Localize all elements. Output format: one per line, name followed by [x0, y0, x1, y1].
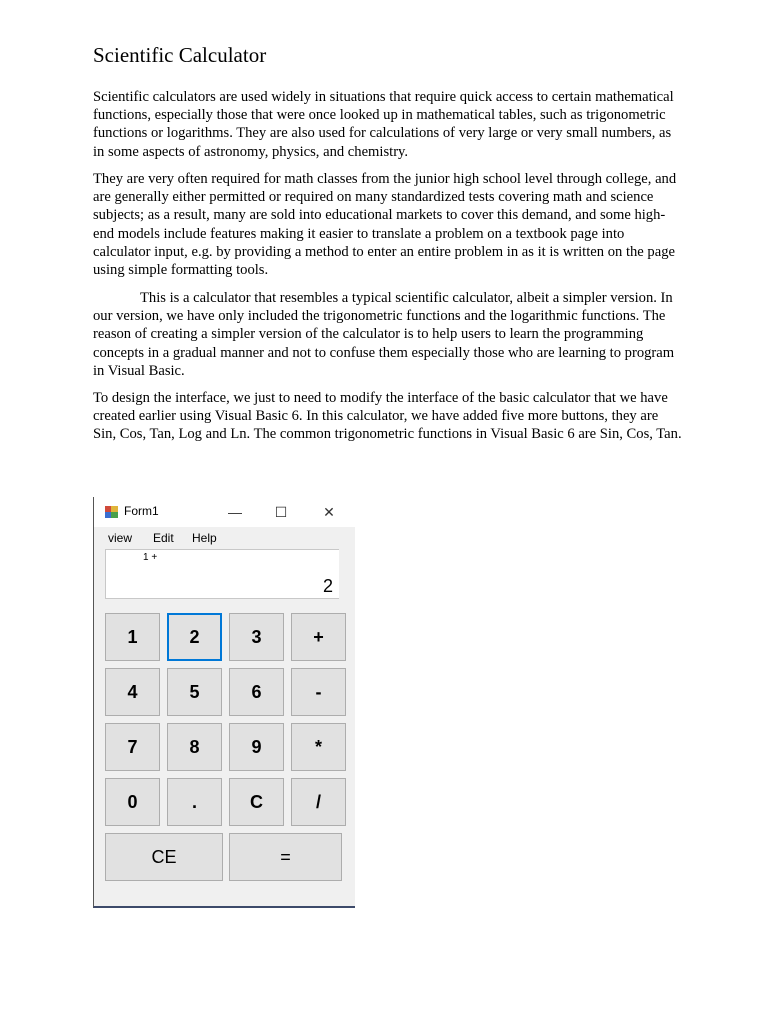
minimize-button[interactable]: —: [228, 504, 242, 520]
key-7[interactable]: 7: [105, 723, 160, 771]
menu-view[interactable]: view: [108, 531, 133, 545]
page-title: Scientific Calculator: [93, 43, 267, 67]
key-5[interactable]: 5: [167, 668, 222, 716]
form-app-icon: [105, 506, 118, 518]
key-6[interactable]: 6: [229, 668, 284, 716]
calculator-display: [105, 549, 339, 599]
paragraph-2: They are very often required for math classes from the junior high school level through college, and are generally either permitted or required on many standardized tests covering math and science subjects; as a result, many are sold into educational markets to cover this demand, and some high-end models include features making it easier to translate a problem on a textbook page into calculator input, e.g. by providing a method to enter an entire problem in as it is written on the page using simple formatting tools.: [93, 171, 677, 279]
title-bar[interactable]: [94, 497, 355, 527]
key-4[interactable]: 4: [105, 668, 160, 716]
menu-edit[interactable]: Edit: [153, 531, 174, 545]
key-dot[interactable]: .: [167, 778, 222, 826]
paragraph-4: To design the interface, we just to need to modify the interface of the basic calculator that we have created earlier using Visual Basic 6. In this calculator, we have added five more buttons, they are Sin, Cos, Tan, Log and Ln. The common trigonometric functions in Visual Basic 6 are Sin, Cos, Tan.: [93, 390, 682, 443]
key-1[interactable]: 1: [105, 613, 160, 661]
calculator-window: [93, 497, 355, 908]
key-minus[interactable]: -: [291, 668, 346, 716]
key-3[interactable]: 3: [229, 613, 284, 661]
expression-readout: 1 +: [143, 552, 158, 563]
key-clear[interactable]: C: [229, 778, 284, 826]
key-divide[interactable]: /: [291, 778, 346, 826]
window-title: Form1: [124, 504, 159, 518]
key-9[interactable]: 9: [229, 723, 284, 771]
paragraph-1: Scientific calculators are used widely in situations that require quick access to certain mathematical functions, especially those that were once looked up in mathematical tables, such as trigonometric functions or logarithms. They are also used for calculations of very large or very small numbers, as in some aspects of astronomy, physics, and chemistry.: [93, 89, 674, 160]
key-clear-entry[interactable]: CE: [105, 833, 223, 881]
paragraph-3: [93, 289, 683, 380]
paragraph-3-text: This is a calculator that resembles a typical scientific calculator, albeit a simpler version. In our version, we have only included the trigonometric functions and the logarithmic functions. The reason of creating a simpler version of the calculator is to help users to learn the programming concepts in a gradual manner and not to confuse them especially those who are learning to program in Visual Basic.: [93, 290, 675, 379]
key-equals[interactable]: =: [229, 833, 342, 881]
key-plus[interactable]: +: [291, 613, 346, 661]
key-2[interactable]: 2: [167, 613, 222, 661]
maximize-button[interactable]: ☐: [274, 504, 288, 520]
key-multiply[interactable]: *: [291, 723, 346, 771]
menu-help[interactable]: Help: [192, 531, 217, 545]
menu-bar: [94, 527, 355, 549]
close-button[interactable]: ✕: [323, 504, 335, 520]
result-readout: 2: [322, 576, 333, 596]
key-0[interactable]: 0: [105, 778, 160, 826]
key-8[interactable]: 8: [167, 723, 222, 771]
